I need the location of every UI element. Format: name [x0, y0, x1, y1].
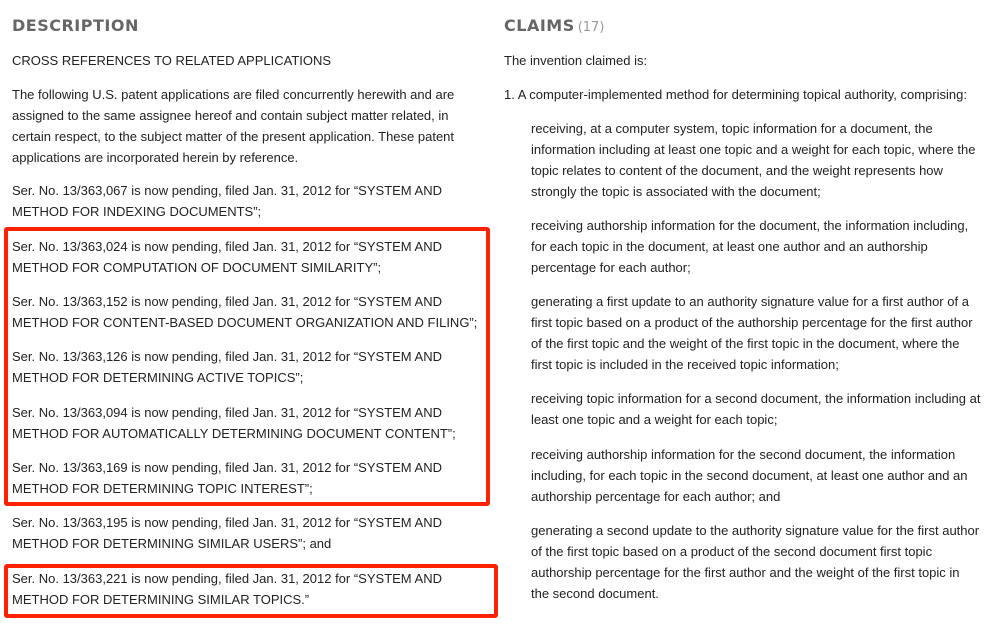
reference-item: Ser. No. 13/363,126 is now pending, filed Jan. 31, 2012 for “SYSTEM AND METHOD FOR DETERMINING ACTIVE TOPICS”;: [12, 349, 442, 385]
description-heading: DESCRIPTION: [12, 16, 139, 35]
cross-references-subheading: CROSS REFERENCES TO RELATED APPLICATIONS: [12, 53, 332, 68]
claim-step: receiving authorship information for the second document, the information including, for each topic in the second document, at least one author and an authorship percentage for each author; and: [531, 447, 968, 504]
reference-item: Ser. No. 13/363,067 is now pending, filed Jan. 31, 2012 for “SYSTEM AND METHOD FOR INDEXING DOCUMENTS”;: [12, 183, 442, 219]
description-intro: The following U.S. patent applications are filed concurrently herewith and are assigned to the same assignee hereof and contain subject matter related, in certain respect, to the subject matter of the present application. These patent applications are incorporated herein by reference.: [12, 87, 455, 165]
claim-step: generating a second update to the authority signature value for the first author of the first topic based on a product of the second document first topic authorship percentage for the first author and the weight of the first topic in the second document.: [531, 523, 980, 601]
reference-item: Ser. No. 13/363,195 is now pending, filed Jan. 31, 2012 for “SYSTEM AND METHOD FOR DETERMINING SIMILAR USERS”; and: [12, 515, 442, 551]
reference-item: Ser. No. 13/363,024 is now pending, filed Jan. 31, 2012 for “SYSTEM AND METHOD FOR COMPUTATION OF DOCUMENT SIMILARITY”;: [12, 239, 442, 275]
claim-step: receiving authorship information for the document, the information including, for each topic in the document, at least one author and an authorship percentage for each author;: [531, 218, 969, 275]
reference-item: Ser. No. 13/363,152 is now pending, filed Jan. 31, 2012 for “SYSTEM AND METHOD FOR CONTENT-BASED DOCUMENT ORGANIZATION AND FILING”;: [12, 294, 478, 330]
claim-step: receiving, at a computer system, topic information for a document, the information including at least one topic and a weight for each topic, where the topic relates to content of the document, and the weight represents how strongly the topic is associated with the document;: [531, 121, 976, 199]
reference-item: Ser. No. 13/363,094 is now pending, filed Jan. 31, 2012 for “SYSTEM AND METHOD FOR AUTOMATICALLY DETERMINING DOCUMENT CONTENT”;: [12, 405, 456, 441]
claim-step: generating a first update to an authority signature value for a first author of a first topic based on a product of the authorship percentage for the first author of the first topic and the weight of the first topic in the document, where the first topic is included in the received topic information;: [531, 294, 973, 372]
reference-item: Ser. No. 13/363,169 is now pending, filed Jan. 31, 2012 for “SYSTEM AND METHOD FOR DETERMINING TOPIC INTEREST”;: [12, 460, 442, 496]
reference-item: Ser. No. 13/363,221 is now pending, filed Jan. 31, 2012 for “SYSTEM AND METHOD FOR DETERMINING SIMILAR TOPICS.”: [12, 571, 442, 607]
claims-intro: The invention claimed is:: [504, 53, 648, 68]
claims-count: (17): [577, 20, 605, 35]
claim-1: 1. A computer-implemented method for determining topical authority, comprising:: [504, 87, 967, 102]
claims-heading: CLAIMS (17): [504, 16, 605, 35]
claim-step: receiving topic information for a second document, the information including at least one topic and a weight for each topic;: [531, 391, 981, 427]
